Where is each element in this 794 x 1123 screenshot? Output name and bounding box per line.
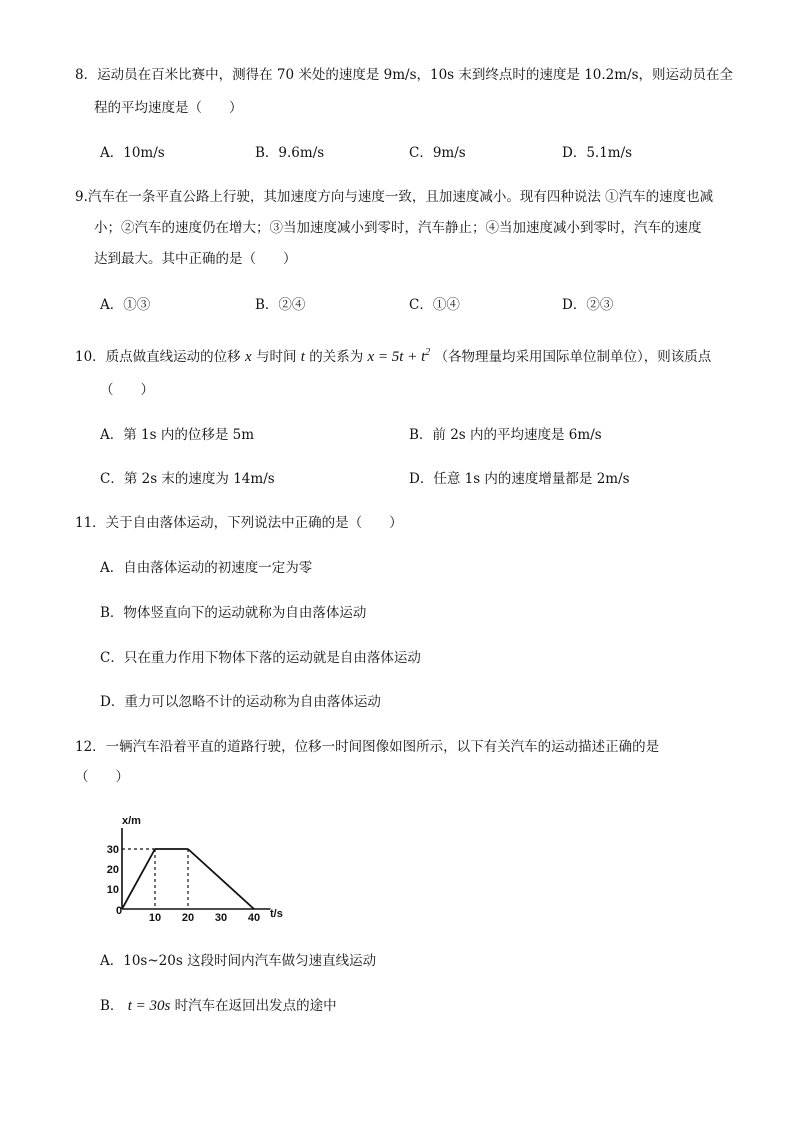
q10-var-t: t [300, 349, 305, 365]
graph-y-tick-label: 20 [106, 864, 119, 876]
q10-option-b: B．前 2s 内的平均速度是 6m/s [409, 427, 602, 443]
q10-formula [368, 349, 431, 365]
displacement-time-graph [106, 810, 295, 925]
q10-option-a: A．第 1s 内的位移是 5m [100, 427, 255, 443]
q9-option-c: C．①④ [409, 297, 460, 313]
q9-option-b: B．②④ [255, 297, 306, 313]
q12-option-b-suffix: 时汽车在返回出发点的途中 [174, 998, 337, 1014]
graph-y-tick-label: 10 [106, 884, 119, 896]
q12-option-b-formula: t = 30s [127, 998, 171, 1014]
q11-option-d: D．重力可以忽略不计的运动称为自由落体运动 [100, 694, 381, 710]
q10-stem-line1 [75, 343, 711, 367]
q12-option-a: A．10s~20s 这段时间内汽车做匀速直线运动 [100, 953, 377, 969]
q8-stem-line1: 8．运动员在百米比赛中，测得在 70 米处的速度是 9m/s，10s 末到终点时的速度是 10.2m/s，则运动员在全 [75, 67, 734, 83]
q10-stem-mid2: 的关系为 [309, 349, 364, 365]
q11-option-b: B．物体竖直向下的运动就称为自由落体运动 [100, 605, 367, 621]
q8-option-d: D．5.1m/s [562, 145, 633, 161]
q8-option-a: A．10m/s [100, 145, 165, 161]
q8-option-b: B．9.6m/s [255, 145, 325, 161]
graph-x-tick-label: 20 [181, 912, 195, 924]
q10-option-d: D．任意 1s 内的速度增量都是 2m/s [409, 471, 630, 487]
q12-stem-line2: （ ） [75, 769, 129, 785]
q8-stem-line2: 程的平均速度是（ ） [94, 100, 243, 116]
graph-y-axis-label: x/m [122, 815, 141, 827]
q10-stem-line2: （ ） [100, 382, 154, 398]
q9-stem-line2: 小；②汽车的速度仍在增大；③当加速度减小到零时，汽车静止；④当加速度减小到零时，汽车的速度 [94, 220, 702, 236]
q10-option-c: C．第 2s 末的速度为 14m/s [100, 471, 275, 487]
graph-x-tick-label: 10 [148, 912, 162, 924]
q9-stem-line3: 达到最大。其中正确的是（ ） [94, 251, 297, 267]
q10-var-x: x [244, 349, 252, 365]
graph-x-tick-label: 40 [247, 912, 261, 924]
graph-series-segment [188, 849, 254, 909]
graph-origin-label: 0 [116, 905, 123, 917]
q9-option-d: D．②③ [562, 297, 614, 313]
q10-formula-exponent: 2 [425, 347, 431, 358]
q10-formula-main: x = 5t + t [367, 349, 426, 365]
graph-x-axis-label: t/s [270, 908, 283, 920]
q9-option-a: A．①③ [100, 297, 151, 313]
q10-stem-prefix: 10．质点做直线运动的位移 [75, 349, 241, 365]
graph-series-segment [122, 849, 155, 909]
graph-x-tick-label: 30 [214, 912, 228, 924]
q11-option-c: C．只在重力作用下物体下落的运动就是自由落体运动 [100, 650, 421, 666]
q10-stem-suffix: （各物理量均采用国际单位制单位），则该质点 [434, 349, 712, 365]
q9-stem-line1: 9.汽车在一条平直公路上行驶，其加速度方向与速度一致，且加速度减小。现有四种说法 ①汽车的速度也减 [75, 189, 714, 205]
q12-option-b-prefix: B． [100, 998, 124, 1014]
q12-stem-line1: 12．一辆汽车沿着平直的道路行驶，位移一时间图像如图所示，以下有关汽车的运动描述正确的是 [75, 739, 660, 755]
graph-y-tick-label: 30 [106, 844, 119, 856]
q11-option-a: A．自由落体运动的初速度一定为零 [100, 560, 313, 576]
q11-stem: 11．关于自由落体运动，下列说法中正确的是（ ） [75, 515, 403, 531]
q8-option-c: C．9m/s [409, 145, 466, 161]
q10-stem-mid1: 与时间 [255, 349, 297, 365]
q12-option-b [100, 996, 337, 1016]
